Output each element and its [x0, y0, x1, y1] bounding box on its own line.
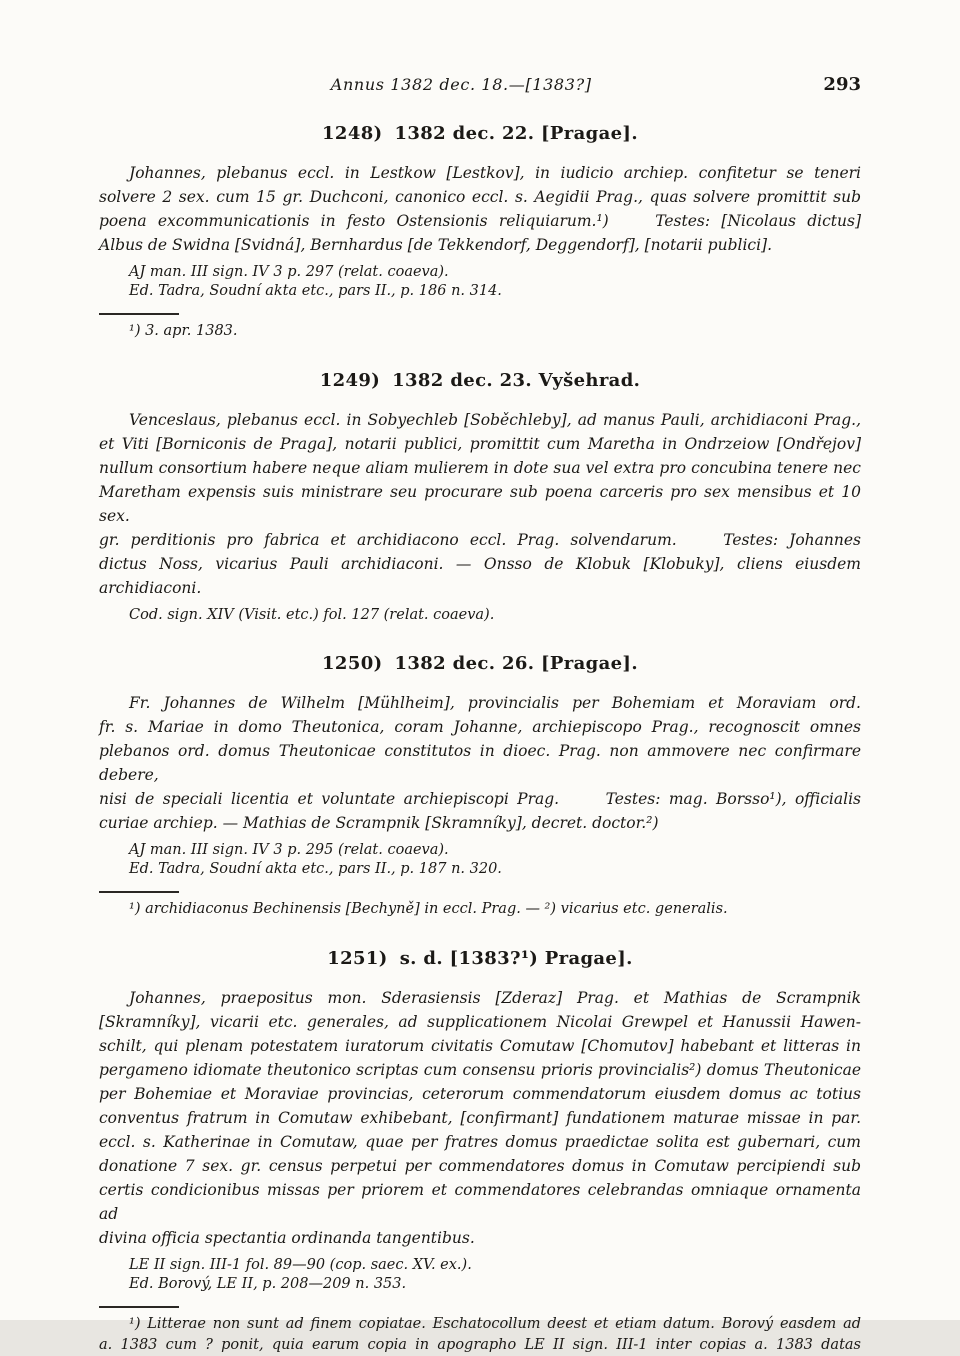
body-line: Johannes, praepositus mon. Sderasiensis [Zderaz] Prag. et Mathias de Scrampnik	[129, 989, 861, 1007]
entry-heading	[99, 368, 861, 394]
body-line: archidiaconi.	[99, 579, 202, 597]
citation-line: Ed. Tadra, Soudní akta etc., pars II., p. 187 n. 320.	[129, 861, 502, 877]
footnote-line: ¹) 3. apr. 1383.	[129, 323, 238, 339]
entry-body	[99, 691, 861, 835]
body-line: Albus de Swidna [Svidná], Bernhardus [de Tekkendorf, Deggendorf], [notarii publici].	[99, 236, 773, 254]
citation-line: AJ man. III sign. IV 3 p. 297 (relat. coaeva).	[129, 264, 449, 280]
entry-citations	[99, 841, 861, 879]
entry-footnotes	[99, 1306, 861, 1356]
entry-date-place: s. d. [1383?¹) Pragae].	[399, 948, 633, 969]
body-line: Johannes, plebanus eccl. in Lestkow [Lestkov], in iudicio archiep. confitetur se teneri	[129, 164, 861, 182]
entry-number: 1249)	[319, 370, 381, 391]
body-line: nisi de speciali licentia et voluntate archiepiscopi Prag. Testes: mag. Borsso¹), officialis	[99, 790, 861, 808]
entry	[99, 946, 861, 1356]
entry-citations	[99, 606, 861, 625]
body-line: fr. s. Mariae in domo Theutonica, coram Johanne, archiepiscopo Prag., recognoscit omnes	[99, 718, 861, 736]
body-line: certis condicionibus missas per priorem et commendatores celebrandas omniaque ornamenta ad	[99, 1181, 861, 1223]
footnote-line: ¹) Litterae non sunt ad finem copiatae. Eschatocollum deest et etiam datum. Borový easdem ad	[129, 1316, 861, 1332]
entry	[99, 121, 861, 342]
citation-line: Ed. Tadra, Soudní akta etc., pars II., p. 186 n. 314.	[129, 283, 502, 299]
body-line: curiae archiep. — Mathias de Scrampnik [Skramníky], decret. doctor.²)	[99, 814, 659, 832]
body-line: schilt, qui plenam potestatem iuratorum civitatis Comutaw [Chomutov] habebant et litteras in	[99, 1037, 861, 1055]
body-line: et Viti [Borniconis de Praga], notarii publici, promittit cum Maretha in Ondrzeiow [Ondřejov]	[99, 435, 861, 453]
citation-line: AJ man. III sign. IV 3 p. 295 (relat. coaeva).	[129, 842, 449, 858]
footnote-separator	[99, 891, 179, 893]
body-line: plebanos ord. domus Theutonicae constitutos in dioec. Prag. non ammovere nec confirmare debere,	[99, 742, 861, 784]
entry-body	[99, 408, 861, 600]
page-number: 293	[823, 74, 861, 95]
entry-number: 1251)	[327, 948, 388, 969]
body-line: gr. perditionis pro fabrica et archidiacono eccl. Prag. solvendarum. Testes: Johannes	[99, 531, 861, 549]
entry-heading	[99, 946, 861, 972]
entry-heading	[99, 651, 861, 677]
body-line: divina officia spectantia ordinanda tangentibus.	[99, 1229, 475, 1247]
entry-heading	[99, 121, 861, 147]
body-line: donatione 7 sex. gr. census perpetui per commendatores domus in Comutaw percipiendi sub	[99, 1157, 861, 1175]
body-line: eccl. s. Katherinae in Comutaw, quae per fratres domus praedictae solita est gubernari, cum	[99, 1133, 861, 1151]
running-header	[99, 74, 861, 95]
footnote-separator	[99, 313, 179, 315]
entry-number: 1248)	[322, 123, 383, 144]
body-line: poena excommunicationis in festo Ostensionis reliquiarum.¹) Testes: [Nicolaus dictus]	[99, 212, 861, 230]
body-line: Fr. Johannes de Wilhelm [Mühlheim], provincialis per Bohemiam et Moraviam ord.	[129, 694, 861, 712]
body-line: conventus fratrum in Comutaw exhibebant, [confirmant] fundationem maturae missae in par.	[99, 1109, 861, 1127]
entry-footnotes	[99, 313, 861, 342]
footnote-line: a. 1383 cum ? ponit, quia earum copia in apographo LE II sign. III-1 inter copias a. 1383 datas	[99, 1337, 861, 1353]
footnote-separator	[99, 1306, 179, 1308]
entry-number: 1250)	[322, 653, 383, 674]
body-line: dictus Noss, vicarius Pauli archidiaconi. — Onsso de Klobuk [Klobuky], cliens eiusdem	[99, 555, 861, 573]
entry-body	[99, 986, 861, 1250]
text-block	[99, 0, 861, 1356]
body-line: pergameno idiomate theutonico scriptas cum consensu prioris provincialis²) domus Theutonicae	[99, 1061, 861, 1079]
entry-date-place: 1382 dec. 23. Vyšehrad.	[392, 370, 641, 391]
body-line: per Bohemiae et Moraviae provincias, ceterorum commendatorum eiusdem domus ac totius	[99, 1085, 861, 1103]
entry-date-place: 1382 dec. 26. [Pragae].	[394, 653, 638, 674]
entry	[99, 368, 861, 625]
citation-line: LE II sign. III-1 fol. 89—90 (cop. saec. XV. ex.).	[129, 1257, 472, 1273]
entry-footnotes	[99, 891, 861, 920]
citation-line: Ed. Borový, LE II, p. 208—209 n. 353.	[129, 1276, 407, 1292]
body-line: [Skramníky], vicarii etc. generales, ad supplicationem Nicolai Grewpel et Hanussii Hawen-	[99, 1013, 861, 1031]
entry-body	[99, 161, 861, 257]
entry-citations	[99, 1256, 861, 1294]
body-line: Maretham expensis suis ministrare seu procurare sub poena carceris pro sex mensibus et 10 sex.	[99, 483, 861, 525]
footnote-line: ¹) archidiaconus Bechinensis [Bechyně] in eccl. Prag. — ²) vicarius etc. generalis.	[129, 901, 728, 917]
entry-date-place: 1382 dec. 22. [Pragae].	[394, 123, 638, 144]
running-header-title: Annus 1382 dec. 18.—[1383?]	[330, 75, 592, 94]
citation-line: Cod. sign. XIV (Visit. etc.) fol. 127 (relat. coaeva).	[129, 607, 495, 623]
entries-container	[99, 121, 861, 1356]
body-line: solvere 2 sex. cum 15 gr. Duchconi, canonico eccl. s. Aegidii Prag., quas solvere promittit sub	[99, 188, 861, 206]
body-line: Venceslaus, plebanus eccl. in Sobyechleb [Soběchleby], ad manus Pauli, archidiaconi Prag.,	[129, 411, 861, 429]
entry	[99, 651, 861, 920]
body-line: nullum consortium habere neque aliam mulierem in dote sua vel extra pro concubina tenere nec	[99, 459, 861, 477]
entry-citations	[99, 263, 861, 301]
